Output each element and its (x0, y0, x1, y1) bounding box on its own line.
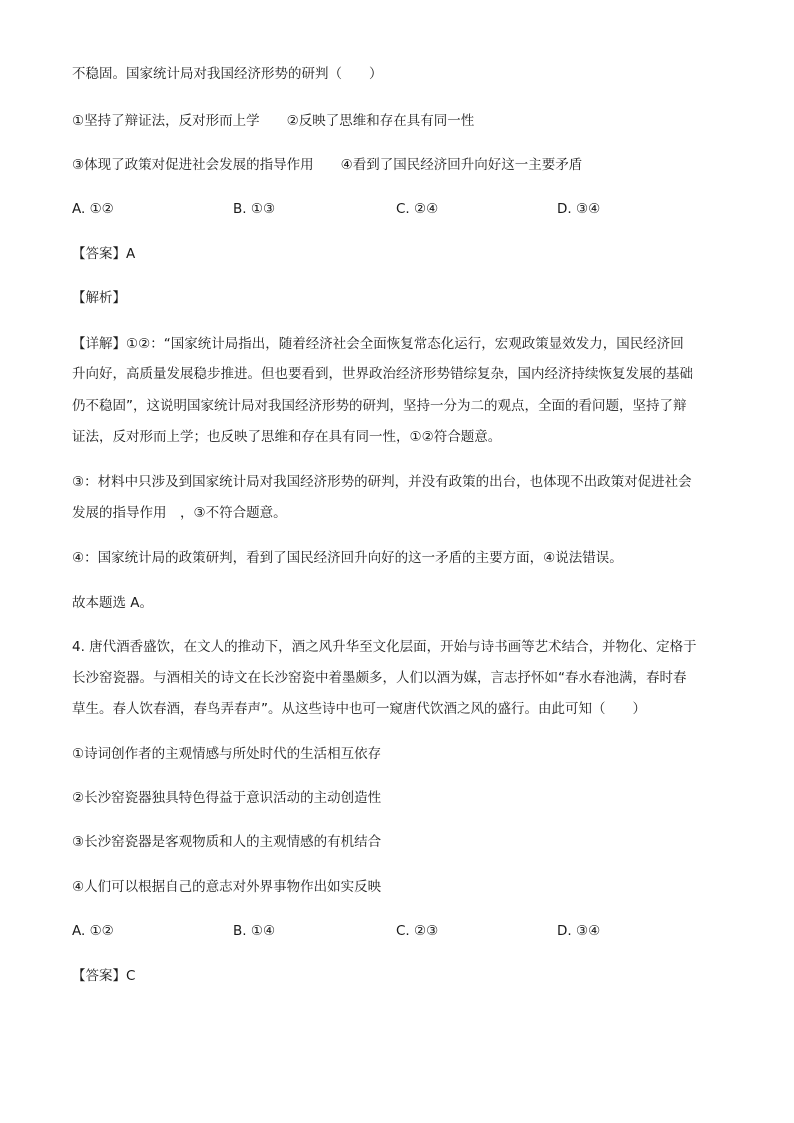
q3-analysis-3-line-2: 发展的指导作用 ，③不符合题意。 (72, 505, 287, 521)
q4-answer: 【答案】C (72, 968, 136, 984)
q3-stem-tail: 不稳固。国家统计局对我国经济形势的研判（ ） (72, 66, 383, 82)
q4-option-d: D. ③④ (557, 923, 601, 939)
q3-analysis-heading: 【解析】 (72, 290, 126, 306)
q3-detail-line-4: 证法，反对形而上学；也反映了思维和存在具有同一性，①②符合题意。 (72, 429, 502, 445)
q4-option-b: B. ①④ (233, 923, 276, 939)
q3-answer: 【答案】A (72, 246, 136, 262)
q4-stem-line-1: 4. 唐代酒香盛饮，在文人的推动下，酒之风升华至文化层面，开始与诗书画等艺术结合，并物化、定格于 (72, 639, 697, 655)
q3-analysis-4: ④：国家统计局的政策研判，看到了国民经济回升向好的这一矛盾的主要方面，④说法错误。 (72, 550, 623, 566)
q4-stem-line-3: 草生。春人饮春酒，春鸟弄春声”。从这些诗中也可一窥唐代饮酒之风的盛行。由此可知（ ） (72, 701, 646, 717)
q3-items-row-2: ③体现了政策对促进社会发展的指导作用 ④看到了国民经济回升向好这一主要矛盾 (72, 157, 583, 173)
q3-detail-line-2: 升向好，高质量发展稳步推进。但也要看到，世界政治经济形势错综复杂，国内经济持续恢复发展的基础 (72, 366, 693, 382)
q3-items-row-1: ①坚持了辩证法，反对形而上学 ②反映了思维和存在具有同一性 (72, 113, 475, 129)
q3-detail-line-1: 【详解】①②：“国家统计局指出，随着经济社会全面恢复常态化运行，宏观政策显效发力，国民经济回 (72, 336, 684, 352)
q3-detail-line-3: 仍不稳固”，这说明国家统计局对我国经济形势的研判，坚持一分为二的观点，全面的看问题，坚持了辩 (72, 398, 687, 414)
q3-conclusion: 故本题选 A。 (72, 595, 154, 611)
q4-option-c: C. ②③ (396, 923, 439, 939)
q3-option-c: C. ②④ (396, 201, 439, 217)
q3-option-a: A. ①② (72, 201, 114, 217)
q4-item-4: ④人们可以根据自己的意志对外界事物作出如实反映 (72, 879, 382, 895)
q3-option-b: B. ①③ (233, 201, 276, 217)
q4-item-1: ①诗词创作者的主观情感与所处时代的生活相互依存 (72, 746, 382, 762)
q4-item-3: ③长沙窑瓷器是客观物质和人的主观情感的有机结合 (72, 834, 382, 850)
q4-item-2: ②长沙窑瓷器独具特色得益于意识活动的主动创造性 (72, 790, 382, 806)
q4-stem-line-2: 长沙窑瓷器。与酒相关的诗文在长沙窑瓷中着墨颇多，人们以酒为媒，言志抒怀如“春水春池满，春时春 (72, 670, 687, 686)
q4-option-a: A. ①② (72, 923, 114, 939)
q3-analysis-3-line-1: ③：材料中只涉及到国家统计局对我国经济形势的研判，并没有政策的出台，也体现不出政策对促进社会 (72, 474, 692, 490)
q3-option-d: D. ③④ (557, 201, 601, 217)
